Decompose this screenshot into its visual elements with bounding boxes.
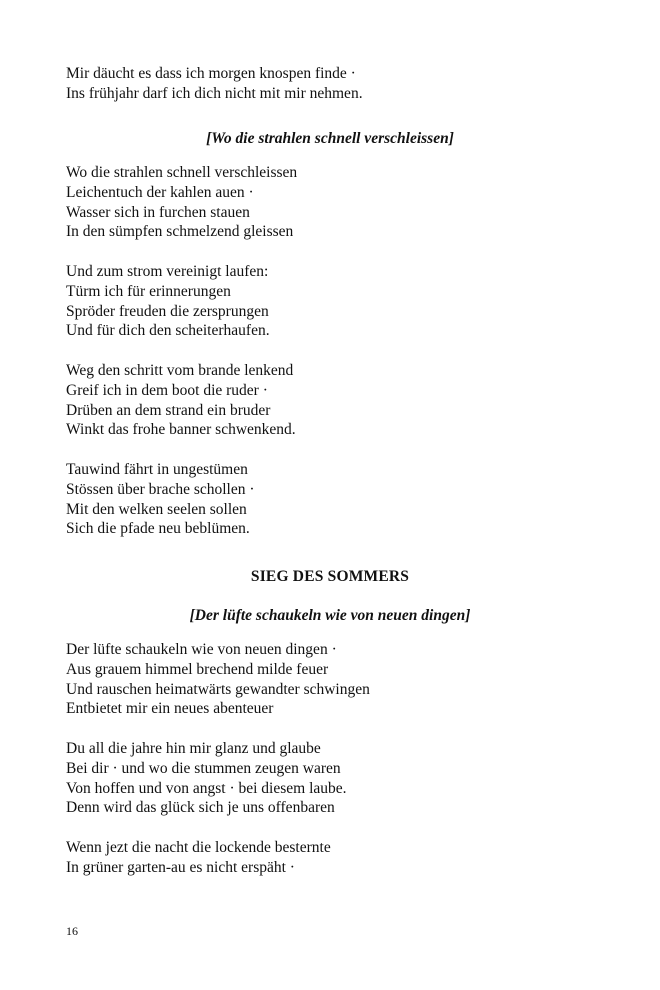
verse-line: Stössen über brache schollen · — [66, 480, 255, 498]
verse-line: Weg den schritt vom brande lenkend — [66, 362, 294, 379]
verse-line: Drüben an dem strand ein bruder — [66, 401, 271, 419]
stanza — [66, 163, 297, 242]
verse-line: Und für dich den scheiterhaufen. — [66, 322, 270, 340]
verse-line: Mit den welken seelen sollen — [66, 500, 247, 518]
verse-line: Greif ich in dem boot die ruder · — [66, 381, 268, 399]
verse-line: Von hoffen und von angst · bei diesem laube. — [66, 779, 347, 797]
verse-line: In grüner garten-au es nicht erspäht · — [66, 858, 295, 876]
stanza — [66, 361, 296, 440]
verse-line: Spröder freuden die zersprungen — [66, 302, 269, 320]
verse-line: Entbietet mir ein neues abenteuer — [66, 700, 274, 718]
verse-line: Türm ich für erinnerungen — [66, 282, 231, 300]
section-title: SIEG DES SOMMERS — [250, 568, 410, 585]
verse-line: Aus grauem himmel brechend milde feuer — [66, 660, 329, 678]
verse-line: Bei dir · und wo die stummen zeugen waren — [66, 759, 341, 777]
verse-line: In den sümpfen schmelzend gleissen — [66, 223, 294, 241]
stanza — [66, 739, 347, 818]
poem-title: [Der lüfte schaukeln wie von neuen dingen] — [189, 607, 471, 624]
verse-line: Tauwind fährt in ungestümen — [66, 461, 248, 478]
poem-title: [Wo die strahlen schnell verschleissen] — [206, 130, 454, 147]
verse-line: Wo die strahlen schnell verschleissen — [66, 164, 298, 181]
verse-line: Mir däucht es dass ich morgen knospen finde · — [66, 65, 356, 82]
verse-line: Denn wird das glück sich je uns offenbaren — [66, 799, 335, 817]
verse-line: Wasser sich in furchen stauen — [66, 203, 250, 221]
verse-line: Leichentuch der kahlen auen · — [66, 183, 254, 201]
verse-line: Und zum strom vereinigt laufen: — [66, 263, 269, 280]
verse-line: Ins frühjahr darf ich dich nicht mit mir nehmen. — [66, 84, 363, 102]
page-number: 16 — [66, 924, 78, 938]
intro-lines — [66, 64, 363, 104]
verse-line: Und rauschen heimatwärts gewandter schwingen — [66, 680, 370, 698]
stanza — [66, 838, 331, 878]
verse-line: Du all die jahre hin mir glanz und glaube — [66, 740, 321, 757]
stanza — [66, 262, 270, 341]
verse-line: Der lüfte schaukeln wie von neuen dingen · — [66, 641, 337, 658]
stanza — [66, 460, 255, 539]
stanza — [66, 640, 370, 719]
verse-line: Sich die pfade neu beblümen. — [66, 520, 250, 538]
verse-line: Winkt das frohe banner schwenkend. — [66, 421, 296, 439]
verse-line: Wenn jezt die nacht die lockende besternte — [66, 839, 331, 856]
